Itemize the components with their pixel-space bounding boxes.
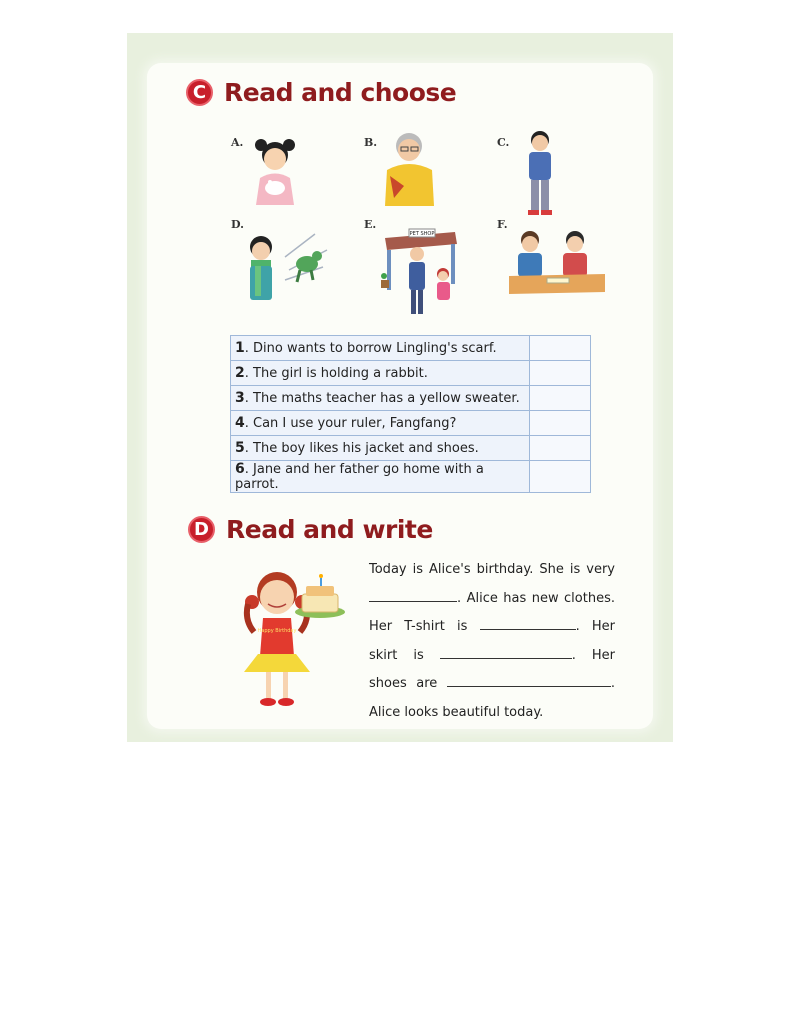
picture-c-boy-jacket — [522, 130, 558, 218]
sentence-cell — [231, 436, 530, 461]
passage-text: . Alice has new clothes. Her T-shirt is — [369, 590, 615, 635]
sentences-table — [230, 335, 591, 493]
passage-text: . Her skirt is — [369, 619, 615, 663]
answer-box[interactable] — [530, 436, 591, 461]
sentence-text: . The maths teacher has a yellow sweater. — [244, 391, 520, 406]
sentence-text: . Dino wants to borrow Lingling's scarf. — [244, 341, 497, 356]
sentence-number: 6 — [235, 461, 245, 477]
answer-box[interactable] — [530, 336, 591, 361]
section-d-title: Read and write — [226, 515, 433, 544]
blank-line[interactable] — [369, 587, 457, 602]
table-row — [231, 386, 591, 411]
blank-line[interactable] — [440, 644, 572, 659]
sentence-cell — [231, 336, 530, 361]
picture-e-letter: E. — [364, 218, 377, 231]
blank-line[interactable] — [480, 615, 576, 630]
sentence-cell — [231, 386, 530, 411]
picture-f-ruler-children — [505, 228, 610, 298]
picture-d-girl-scarf-dino — [245, 222, 335, 302]
shirt-text: Happy Birthday — [257, 628, 297, 634]
sentence-number: 1 — [235, 340, 245, 356]
picture-e-father-daughter-pet-shop — [377, 224, 465, 320]
section-c-badge: C — [186, 79, 213, 106]
passage-text: . Alice looks beautiful today. — [369, 676, 615, 720]
table-row — [231, 336, 591, 361]
section-c-title: Read and choose — [224, 78, 457, 107]
answer-box[interactable] — [530, 361, 591, 386]
sentence-number: 4 — [235, 415, 245, 431]
alice-with-cake-illustration — [238, 560, 348, 710]
picture-b-letter: B. — [364, 136, 378, 149]
sentence-number: 2 — [235, 365, 245, 381]
picture-c-letter: C. — [497, 136, 510, 149]
section-d-badge: D — [188, 516, 215, 543]
reading-passage — [369, 556, 615, 728]
picture-d-letter: D. — [231, 218, 244, 231]
sentence-text: . The girl is holding a rabbit. — [244, 366, 428, 381]
section-c-header — [186, 78, 456, 107]
picture-a-girl-with-rabbit — [250, 133, 300, 208]
table-row — [231, 461, 591, 493]
picture-a-letter: A. — [231, 136, 244, 149]
sentence-number: 5 — [235, 440, 245, 456]
table-row — [231, 436, 591, 461]
table-row — [231, 361, 591, 386]
sentence-text: . The boy likes his jacket and shoes. — [244, 441, 479, 456]
section-d-header — [188, 515, 433, 544]
answer-box[interactable] — [530, 386, 591, 411]
sentence-number: 3 — [235, 390, 245, 406]
picture-b-teacher-yellow-sweater — [382, 128, 437, 210]
pet-shop-sign: PET SHOP — [409, 231, 435, 237]
sentence-text: . Jane and her father go home with a parrot. — [235, 462, 484, 492]
table-row — [231, 411, 591, 436]
passage-text: . Her shoes are — [369, 647, 615, 692]
sentence-cell — [231, 461, 530, 493]
answer-box[interactable] — [530, 411, 591, 436]
sentence-cell — [231, 361, 530, 386]
sentence-cell — [231, 411, 530, 436]
sentence-text: . Can I use your ruler, Fangfang? — [244, 416, 457, 431]
blank-line[interactable] — [447, 672, 611, 687]
picture-f-letter: F. — [497, 218, 508, 231]
passage-text: Today is Alice's birthday. She is very — [369, 562, 615, 577]
answer-box[interactable] — [530, 461, 591, 493]
